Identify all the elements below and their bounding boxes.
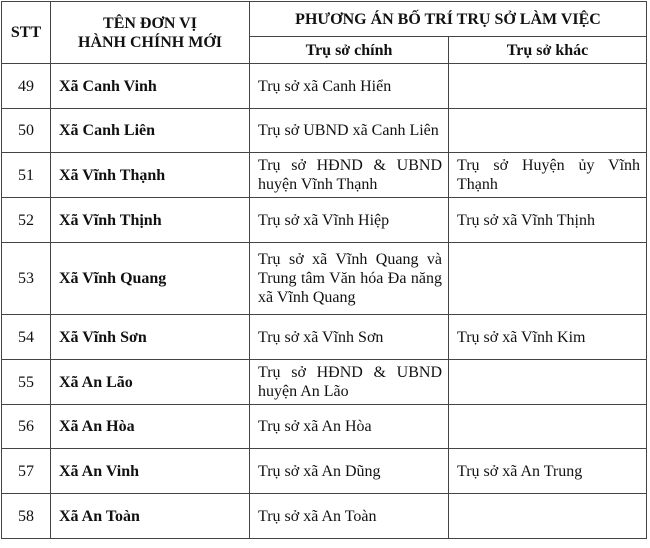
row-stt: 50 bbox=[2, 109, 51, 153]
row-other-office: Trụ sở xã Vĩnh Thịnh bbox=[449, 198, 647, 243]
row-stt: 49 bbox=[2, 64, 51, 109]
table-row bbox=[2, 243, 647, 315]
row-main-office: Trụ sở HĐND & UBND huyện Vĩnh Thạnh bbox=[250, 153, 449, 198]
table-row bbox=[2, 449, 647, 494]
table-row bbox=[2, 494, 647, 539]
row-stt: 55 bbox=[2, 360, 51, 405]
row-other-office bbox=[449, 109, 647, 153]
table-row bbox=[2, 64, 647, 109]
table-row bbox=[2, 360, 647, 405]
row-main-office: Trụ sở xã An Toàn bbox=[250, 494, 449, 539]
row-unit-name: Xã An Hòa bbox=[51, 405, 250, 449]
row-main-office: Trụ sở HĐND & UBND huyện An Lão bbox=[250, 360, 449, 405]
header-unit-name bbox=[51, 2, 250, 64]
row-other-office bbox=[449, 64, 647, 109]
row-stt: 54 bbox=[2, 315, 51, 360]
table-body bbox=[2, 64, 647, 539]
table-row bbox=[2, 315, 647, 360]
table-row bbox=[2, 109, 647, 153]
row-unit-name: Xã Vĩnh Quang bbox=[51, 243, 250, 315]
row-unit-name: Xã Vĩnh Thạnh bbox=[51, 153, 250, 198]
row-unit-name: Xã Vĩnh Thịnh bbox=[51, 198, 250, 243]
header-unit-line2: HÀNH CHÍNH MỚI bbox=[78, 33, 222, 51]
row-other-office bbox=[449, 494, 647, 539]
row-stt: 57 bbox=[2, 449, 51, 494]
row-main-office: Trụ sở UBND xã Canh Liên bbox=[250, 109, 449, 153]
row-main-office: Trụ sở xã Vĩnh Hiệp bbox=[250, 198, 449, 243]
row-main-office: Trụ sở xã Vĩnh Sơn bbox=[250, 315, 449, 360]
table-row bbox=[2, 198, 647, 243]
row-other-office bbox=[449, 405, 647, 449]
row-other-office bbox=[449, 243, 647, 315]
header-row-top bbox=[2, 2, 647, 37]
row-other-office: Trụ sở Huyện ủy Vĩnh Thạnh bbox=[449, 153, 647, 198]
row-other-office: Trụ sở xã An Trung bbox=[449, 449, 647, 494]
row-main-office: Trụ sở xã Vĩnh Quang và Trung tâm Văn hóa Đa năng xã Vĩnh Quang bbox=[250, 243, 449, 315]
row-other-office: Trụ sở xã Vĩnh Kim bbox=[449, 315, 647, 360]
row-stt: 51 bbox=[2, 153, 51, 198]
row-stt: 58 bbox=[2, 494, 51, 539]
header-main-office: Trụ sở chính bbox=[250, 37, 449, 64]
header-stt: STT bbox=[2, 2, 51, 64]
row-stt: 53 bbox=[2, 243, 51, 315]
row-stt: 52 bbox=[2, 198, 51, 243]
table-header bbox=[2, 2, 647, 64]
row-unit-name: Xã Canh Vinh bbox=[51, 64, 250, 109]
row-main-office: Trụ sở xã An Dũng bbox=[250, 449, 449, 494]
row-stt: 56 bbox=[2, 405, 51, 449]
row-unit-name: Xã An Toàn bbox=[51, 494, 250, 539]
row-other-office bbox=[449, 360, 647, 405]
row-main-office: Trụ sở xã Canh Hiển bbox=[250, 64, 449, 109]
header-unit-line1: TÊN ĐƠN VỊ bbox=[103, 14, 197, 32]
row-main-office: Trụ sở xã An Hòa bbox=[250, 405, 449, 449]
row-unit-name: Xã Vĩnh Sơn bbox=[51, 315, 250, 360]
table-row bbox=[2, 405, 647, 449]
table-row bbox=[2, 153, 647, 198]
office-allocation-table bbox=[1, 1, 647, 539]
header-other-office: Trụ sở khác bbox=[449, 37, 647, 64]
row-unit-name: Xã An Vinh bbox=[51, 449, 250, 494]
row-unit-name: Xã Canh Liên bbox=[51, 109, 250, 153]
header-plan: PHƯƠNG ÁN BỐ TRÍ TRỤ SỞ LÀM VIỆC bbox=[250, 2, 647, 37]
row-unit-name: Xã An Lão bbox=[51, 360, 250, 405]
